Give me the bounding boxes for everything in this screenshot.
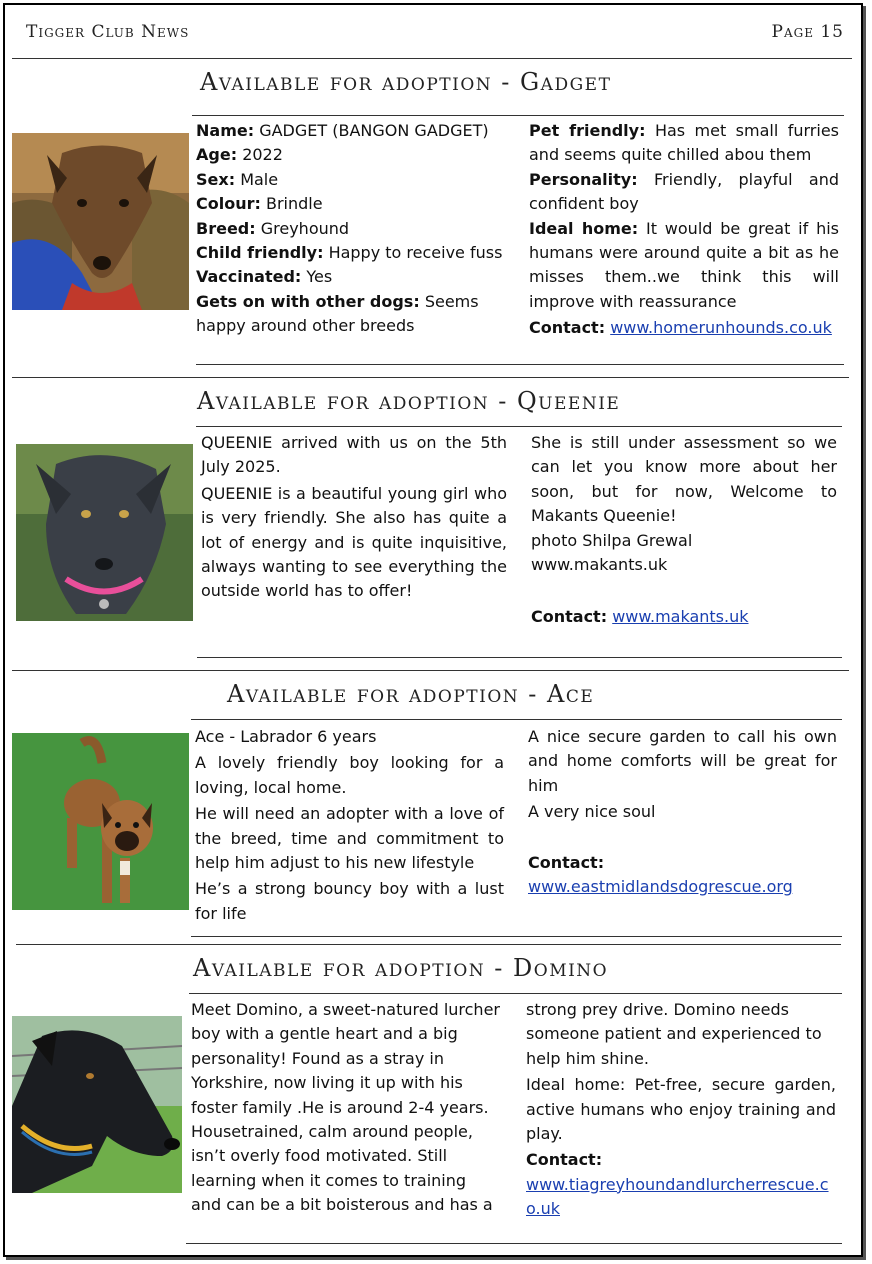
ace-title: Available for adoption - Ace xyxy=(227,680,595,708)
domino-contact-link[interactable]: www.tiagreyhoundandlurcherrescue.co.uk xyxy=(526,1174,829,1219)
ace-contact xyxy=(528,875,837,899)
domino-para-1: Meet Domino, a sweet-natured lurcher boy with a gentle heart and a big personality! Found as a stray in Yorkshire, now living it up with his foster family .He is around 2-4 years. Housetrained, calm around people, isn’t overly food motivated. Still learning when it comes to training and can be a bit boisterous and has a xyxy=(191,1000,500,1215)
ace-title-rule xyxy=(191,719,842,720)
queenie-website: www.makants.uk xyxy=(531,555,668,575)
ace-contact-link[interactable]: www.eastmidlandsdogrescue.org xyxy=(528,877,793,897)
ace-text-right xyxy=(528,725,837,899)
queenie-para-3: She is still under assessment so we can let you know more about her soon, but for now, Welcome to Makants Queenie! xyxy=(531,433,837,526)
domino-contact xyxy=(526,1173,836,1222)
ace-contact-label: Contact: xyxy=(528,852,605,872)
queenie-contact-link[interactable]: www.makants.uk xyxy=(612,607,749,627)
ace-para-2: A lovely friendly boy looking for a loving, local home. xyxy=(195,753,504,797)
domino-para-2: strong prey drive. Domino needs someone patient and experienced to help him shine. xyxy=(526,1000,822,1068)
gadget-ideal-line: Ideal home: It would be great if his humans were around quite a bit as he misses them..we think this will improve with reassurance xyxy=(529,218,839,311)
gadget-photo xyxy=(12,133,189,310)
domino-title-rule xyxy=(189,993,842,994)
gadget-sex-line: Sex: Male xyxy=(196,169,279,189)
queenie-text-right xyxy=(531,431,837,630)
ace-para-6: A very nice soul xyxy=(528,802,656,822)
newsletter-title: Tigger Club News xyxy=(26,22,190,42)
gadget-colour-line: Colour: Brindle xyxy=(196,194,323,214)
gadget-child-line: Child friendly: Happy to receive fuss xyxy=(196,243,503,263)
ace-photo xyxy=(12,733,189,910)
queenie-text-left xyxy=(201,431,507,604)
header-rule xyxy=(12,58,852,59)
queenie-para-2: QUEENIE is a beautiful young girl who is very friendly. She also has quite a lot of energy and is quite inquisitive, always wanting to see everything the outside world has to offer! xyxy=(201,483,507,601)
ace-bottom-rule xyxy=(191,936,842,937)
domino-bottom-rule xyxy=(186,1243,842,1244)
gadget-details-right xyxy=(529,119,839,341)
gadget-title: Available for adoption - Gadget xyxy=(200,68,612,96)
gadget-breed-line: Breed: Greyhound xyxy=(196,218,350,238)
ace-para-1: Ace - Labrador 6 years xyxy=(195,727,377,746)
section-divider-2 xyxy=(12,670,849,671)
gadget-dogs-line: Gets on with other dogs: Seems happy around other breeds xyxy=(196,291,479,336)
queenie-bottom-rule xyxy=(197,657,842,658)
domino-text-right xyxy=(526,998,836,1222)
domino-contact-label: Contact: xyxy=(526,1150,603,1170)
domino-para-3: Ideal home: Pet-free, secure garden, active humans who enjoy training and play. xyxy=(526,1075,836,1144)
ace-para-5: A nice secure garden to call his own and home comforts will be great for him xyxy=(528,727,837,795)
ace-para-4: He’s a strong bouncy boy with a lust for life xyxy=(195,879,504,923)
gadget-age-line: Age: 2022 xyxy=(196,145,283,165)
gadget-personality-line: Personality: Friendly, playful and confident boy xyxy=(529,169,839,214)
ace-text-left xyxy=(195,725,504,926)
gadget-bottom-rule xyxy=(196,364,844,365)
queenie-para-1: QUEENIE arrived with us on the 5th July 2025. xyxy=(201,433,507,477)
domino-photo xyxy=(12,1016,182,1193)
queenie-photo xyxy=(16,444,193,621)
section-divider-3 xyxy=(16,944,841,945)
domino-title: Available for adoption - Domino xyxy=(193,954,609,982)
page-number: Page 15 xyxy=(771,22,844,42)
gadget-contact: Contact: www.homerunhounds.co.uk xyxy=(529,318,832,338)
ace-para-3: He will need an adopter with a love of the breed, time and commitment to help him adjust to his new lifestyle xyxy=(195,804,504,873)
queenie-contact: Contact: www.makants.uk xyxy=(531,607,749,627)
gadget-pet-line: Pet friendly: Has met small furries and seems quite chilled abou them xyxy=(529,121,840,165)
gadget-details-left xyxy=(196,119,508,339)
queenie-title-rule xyxy=(196,426,842,427)
gadget-vacc-line: Vaccinated: Yes xyxy=(196,267,333,287)
gadget-name-line: Name: GADGET (BANGON GADGET) xyxy=(196,121,489,140)
queenie-photo-credit: photo Shilpa Grewal xyxy=(531,530,693,550)
domino-text-left xyxy=(191,998,501,1218)
gadget-contact-link[interactable]: www.homerunhounds.co.uk xyxy=(610,318,832,338)
queenie-title: Available for adoption - Queenie xyxy=(197,387,621,415)
section-divider-1 xyxy=(12,377,849,378)
gadget-title-rule xyxy=(192,115,844,116)
